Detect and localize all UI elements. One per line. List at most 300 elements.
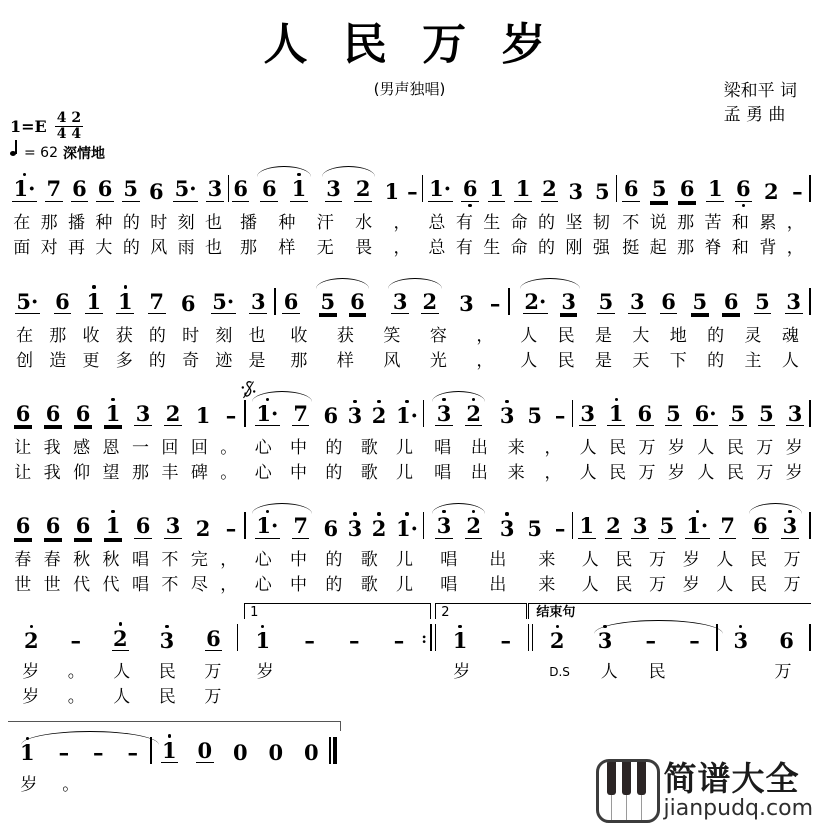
 [430,624,432,651]
barline [809,175,811,202]
lyric-char: 民 [158,662,176,683]
octave-dot-below [405,541,408,544]
note-digit: 7 [293,400,308,426]
lyric-char: 起 [649,238,667,259]
octave-dot-below [505,541,508,544]
note-digit: 1 [162,737,177,763]
octave-dot-below [792,316,795,319]
note [104,396,122,434]
lyric-char: 心 [254,462,272,483]
lyric-char [697,661,701,683]
lyric-char: 韧 [592,213,610,234]
lyric-char: 万 [783,550,801,571]
note-digit: 6 [135,513,151,539]
octave-dot-below [604,316,607,319]
octave-dot-below [603,653,606,656]
note [465,508,483,546]
lyric-char: 那 [131,462,149,483]
octave-dot-above [326,285,329,288]
lyric-char: 挺 [622,238,640,259]
octave-dot-above [788,510,791,513]
lyric-char: 岁 [667,437,685,458]
octave-dot-below [567,316,570,319]
octave-dot-below [299,428,302,431]
expression-text: 深情地 [63,146,105,162]
lyric-char: 来 [538,575,556,596]
lyric-segment [229,212,421,234]
lyric-char: ， [786,213,804,234]
note-digit: 3 [787,400,803,426]
note [45,171,63,209]
lyric-row [8,325,811,347]
lyric-char: 的 [325,550,343,571]
octave-dot-above [442,398,445,401]
lyric-char: 春 [43,550,61,571]
note [116,283,134,321]
note-digit: 2 [23,628,39,654]
octave-dot-below [729,316,732,319]
note [754,283,772,321]
lyric-char: 回 [161,437,179,458]
lyric-char [312,661,316,683]
octave-dot-above [356,285,359,288]
slur-group [429,396,488,434]
octave-dot-below [257,316,260,319]
lyric-segment [510,325,809,347]
octave-dot-below [643,428,646,431]
octave-dot-below [26,765,29,768]
lyric-segment [8,549,244,571]
note-digit: 6 [323,515,339,541]
octave-dot-below [141,428,144,431]
octave-dot-below [21,541,24,544]
lyric-char: 万 [649,550,667,571]
lyric-char: 万 [774,662,792,683]
watermark-text [663,759,813,821]
lyric-char: 刚 [565,238,583,259]
note [553,398,567,434]
note [605,508,623,546]
lyric-segment [436,686,527,708]
bar-spacer [809,462,811,484]
lyric-segment [8,325,274,347]
note-digit: 2 [371,515,387,541]
bar-spacer [420,686,436,708]
lyric-char: 获 [336,325,354,346]
note-digit: 6 [350,288,365,314]
lyric-char: 奇 [182,350,200,371]
note-digit: 5 [594,178,610,204]
segno-icon [241,380,256,400]
lyric-segment [423,212,615,234]
note-digit: 5 [123,176,138,202]
lyric-char: 民 [726,462,744,483]
octave-dot-above [428,285,431,288]
octave-dot-below [704,428,707,431]
lyric-char: 风 [383,350,401,371]
lyric-segment [8,237,227,259]
note [194,398,212,434]
octave-dot-below [770,204,773,207]
lyric-segment [8,350,274,372]
octave-dot-below [468,204,471,207]
lyric-char: 岁 [22,687,40,708]
note-digit: – [554,515,566,541]
octave-dot-above [332,173,335,176]
note [211,283,236,321]
lyric-row [8,437,811,459]
final-barline [329,737,337,771]
note [69,623,83,659]
octave-dot-below [585,541,588,544]
measure [424,396,572,434]
measure [8,283,274,321]
lyric-char: 多 [115,350,133,371]
octave-dot-below [377,541,380,544]
lyric-char: 出 [489,575,507,596]
octave-dot-below [171,541,174,544]
note-digit: – [489,291,501,317]
note [593,174,611,210]
lyric-segment [534,661,716,683]
lyric-char: 民 [615,575,633,596]
lyric-char: 时 [182,325,200,346]
octave-dot-below [765,428,768,431]
note [322,398,340,434]
volta-bracket [244,603,431,619]
lyric-char: 秋 [102,550,120,571]
octave-dot-below [222,316,225,319]
slur-group [254,171,313,209]
lyric-char: 那 [40,213,58,234]
watermark-url: jianpudq.com [663,795,813,821]
slur-group [746,508,805,546]
note [465,396,483,434]
note [735,171,753,209]
lyric-segment [8,212,227,234]
lyric-char: 生 [483,238,501,259]
lyric-char: 那 [49,325,67,346]
lyric-char: 也 [205,213,223,234]
note [526,510,544,546]
barline [809,624,811,651]
octave-dot-below [629,204,632,207]
lyric-char: 出 [470,462,488,483]
note-digit: 3 [459,291,474,317]
note [232,171,250,209]
octave-dot-below [81,541,84,544]
note-digit: 1· [256,400,279,426]
note-digit: 6· [694,400,717,426]
note [607,396,625,434]
note [435,396,453,434]
lyric-char: 命 [510,238,528,259]
watermark-name: 简谱大全 [663,759,800,799]
piano-key-divider [626,795,628,820]
lyric-char: 更 [82,350,100,371]
lyric-segment [246,462,423,484]
lyric-char: 人 [716,550,734,571]
note-digit: – [349,628,360,654]
measure [573,508,809,546]
note [499,623,513,659]
volta-bracket [435,603,527,619]
note [96,171,114,209]
note-digit: 1 [255,628,271,654]
lyric-char: ， [476,350,494,371]
octave-dot-below [111,428,114,431]
music-system [8,508,811,596]
note-digit: 3 [499,403,515,429]
note-digit: 6 [661,288,676,314]
note-digit: 6 [462,176,478,202]
octave-dot-below [74,653,77,656]
lyric-char: 我 [43,437,61,458]
lyric-char: 的 [325,462,343,483]
note-digit: – [225,403,237,429]
lyric-char: ， [544,437,562,458]
octave-dot-below [184,204,187,207]
note [660,283,678,321]
lyric-segment [8,437,244,459]
note [322,510,340,546]
lyric-char: 收 [290,325,308,346]
lyric-char: 容 [429,325,447,346]
 [528,624,530,651]
note-digit: – [93,740,104,766]
octave-dot-below [310,765,313,768]
note [44,508,62,546]
note-digit: 5 [598,288,614,314]
bar-spacer [328,799,337,821]
lyric-row [8,774,337,796]
lyric-char: 也 [205,238,223,259]
note-digit: 1 [117,288,133,314]
note [71,171,89,209]
note [349,283,367,321]
lyric-char: 民 [609,437,627,458]
measure [276,283,509,321]
note [394,510,419,546]
octave-dot-above [266,398,269,401]
note [706,171,724,209]
note [658,508,676,546]
octave-dot-above [567,285,570,288]
bar-spacer [527,686,534,708]
note [224,398,238,434]
note [392,623,406,659]
lyric-char: 回 [190,437,208,458]
note [206,171,224,209]
octave-dot-below [168,765,171,768]
note-digit: 1 [452,628,468,654]
note-digit: – [689,628,700,654]
note [781,508,799,546]
lyric-char: 。 [220,462,238,483]
note [391,283,409,321]
octave-dot-below [698,316,701,319]
note-digit: 2· [524,288,547,314]
note [22,623,40,659]
note-digit: 0 [268,740,284,766]
measure [8,508,244,546]
octave-dot-below [239,765,242,768]
note [74,396,92,434]
note [428,171,453,209]
lyric-segment [573,549,809,571]
lyric-segment [718,661,809,683]
note-digit: – [792,178,803,204]
piano-key-divider [641,795,643,820]
volta-number: 1 [250,605,259,621]
lyric-segment [8,462,244,484]
lyric-char: 造 [49,350,67,371]
lyric-char: 生 [483,213,501,234]
octave-dot-below [411,204,414,207]
lyric-char: 的 [707,325,725,346]
lyric-char: 来 [507,462,525,483]
lyric-char: 迹 [215,350,233,371]
lyric-char: 仰 [73,462,91,483]
octave-dot-below [213,204,216,207]
octave-dot-below [229,428,232,431]
note-digit: 6 [261,176,277,202]
note-digit: 1 [105,400,121,426]
lyric-char: 有 [455,213,473,234]
note-digit: 5 [692,288,708,314]
key-signature [10,111,83,143]
octave-dot-below [428,316,431,319]
note [164,508,182,546]
octave-dot-above [442,510,445,513]
measure [246,508,423,546]
note-digit: 1 [489,176,504,202]
lyric-segment [424,574,571,596]
lyric-char: 万 [638,462,656,483]
octave-dot-below [505,428,508,431]
note-digit: 2 [165,400,181,426]
note-digit: 0 [233,740,248,766]
octave-dot-below [521,204,524,207]
lyric-char: 汗 [316,213,334,234]
lyric-char: 人 [520,350,538,371]
note-digit: 5 [527,403,542,429]
note [112,620,130,658]
note [292,508,310,546]
segno-icon [241,380,256,404]
lyric-char: 人 [113,662,131,683]
lyric-char [354,661,358,683]
note-digit: 3 [159,628,175,654]
note [348,623,362,659]
lyric-char: 民 [609,462,627,483]
octave-dot-below [657,204,660,207]
lyric-char: 获 [115,325,133,346]
note-digit: – [127,740,139,766]
note-digit: 3 [786,288,802,314]
lyric-char: 命 [510,213,528,234]
octave-dot-below [329,541,332,544]
music-system [8,732,337,820]
note-digit: 3 [436,400,452,426]
octave-dot-below [558,541,561,544]
note [354,171,372,209]
lyric-char: 收 [82,325,100,346]
bar-spacer [809,661,811,683]
octave-dot-below [212,653,215,656]
lyric-char: 民 [557,350,575,371]
lyric-char: 的 [122,238,140,259]
note-digit: 6 [149,178,164,204]
lyric-segment [534,686,716,708]
octave-dot-below [438,204,441,207]
note [628,283,646,321]
note [254,623,272,659]
octave-dot-below [299,541,302,544]
octave-dot-below [155,204,158,207]
lyric-char: 不 [622,213,640,234]
bar-spacer [809,574,811,596]
octave-dot-below [638,541,641,544]
note-digit: 3 [632,513,648,539]
slur-group [249,508,316,546]
lyric-char: 笑 [383,325,401,346]
lyric-char: 岁 [785,462,803,483]
lyric-char: ， [544,462,562,483]
lyric-segment [151,799,328,821]
note [104,508,122,546]
slur-group [313,283,372,321]
note-digit: 3 [782,513,798,539]
slur-group [319,171,378,209]
octave-dot-below [97,765,100,768]
note-digit: 6 [72,176,87,202]
lyric-char: 畏 [355,238,373,259]
lyric-char: 魂 [781,325,799,346]
octave-dot-below [686,204,689,207]
lyric-char: 民 [557,325,575,346]
measure [8,171,228,209]
measure [229,171,421,209]
lyric-segment [246,549,423,571]
note [722,283,740,321]
lyric-char: 恩 [102,437,120,458]
octave-dot-below [612,541,615,544]
note-digit: 5· [16,288,39,314]
octave-dot-above [268,173,271,176]
note [303,623,317,659]
note [85,283,103,321]
note [579,396,597,434]
piano-icon [596,759,660,823]
octave-dot-below [493,316,496,319]
octave-dot-below [61,316,64,319]
note-digit: 5· [212,288,235,314]
note [161,732,179,770]
lyric-char: 世 [43,575,61,596]
octave-dot-below [397,653,400,656]
note [290,171,308,209]
lyric-segment [424,437,571,459]
lyric-char: 歌 [360,462,378,483]
lyric-char: 总 [428,213,446,234]
note-digit: 1· [256,513,279,539]
note [758,396,776,434]
measure [246,396,423,434]
lyric-segment [8,774,149,796]
lyric-char: 。 [62,774,80,795]
note [346,510,364,546]
